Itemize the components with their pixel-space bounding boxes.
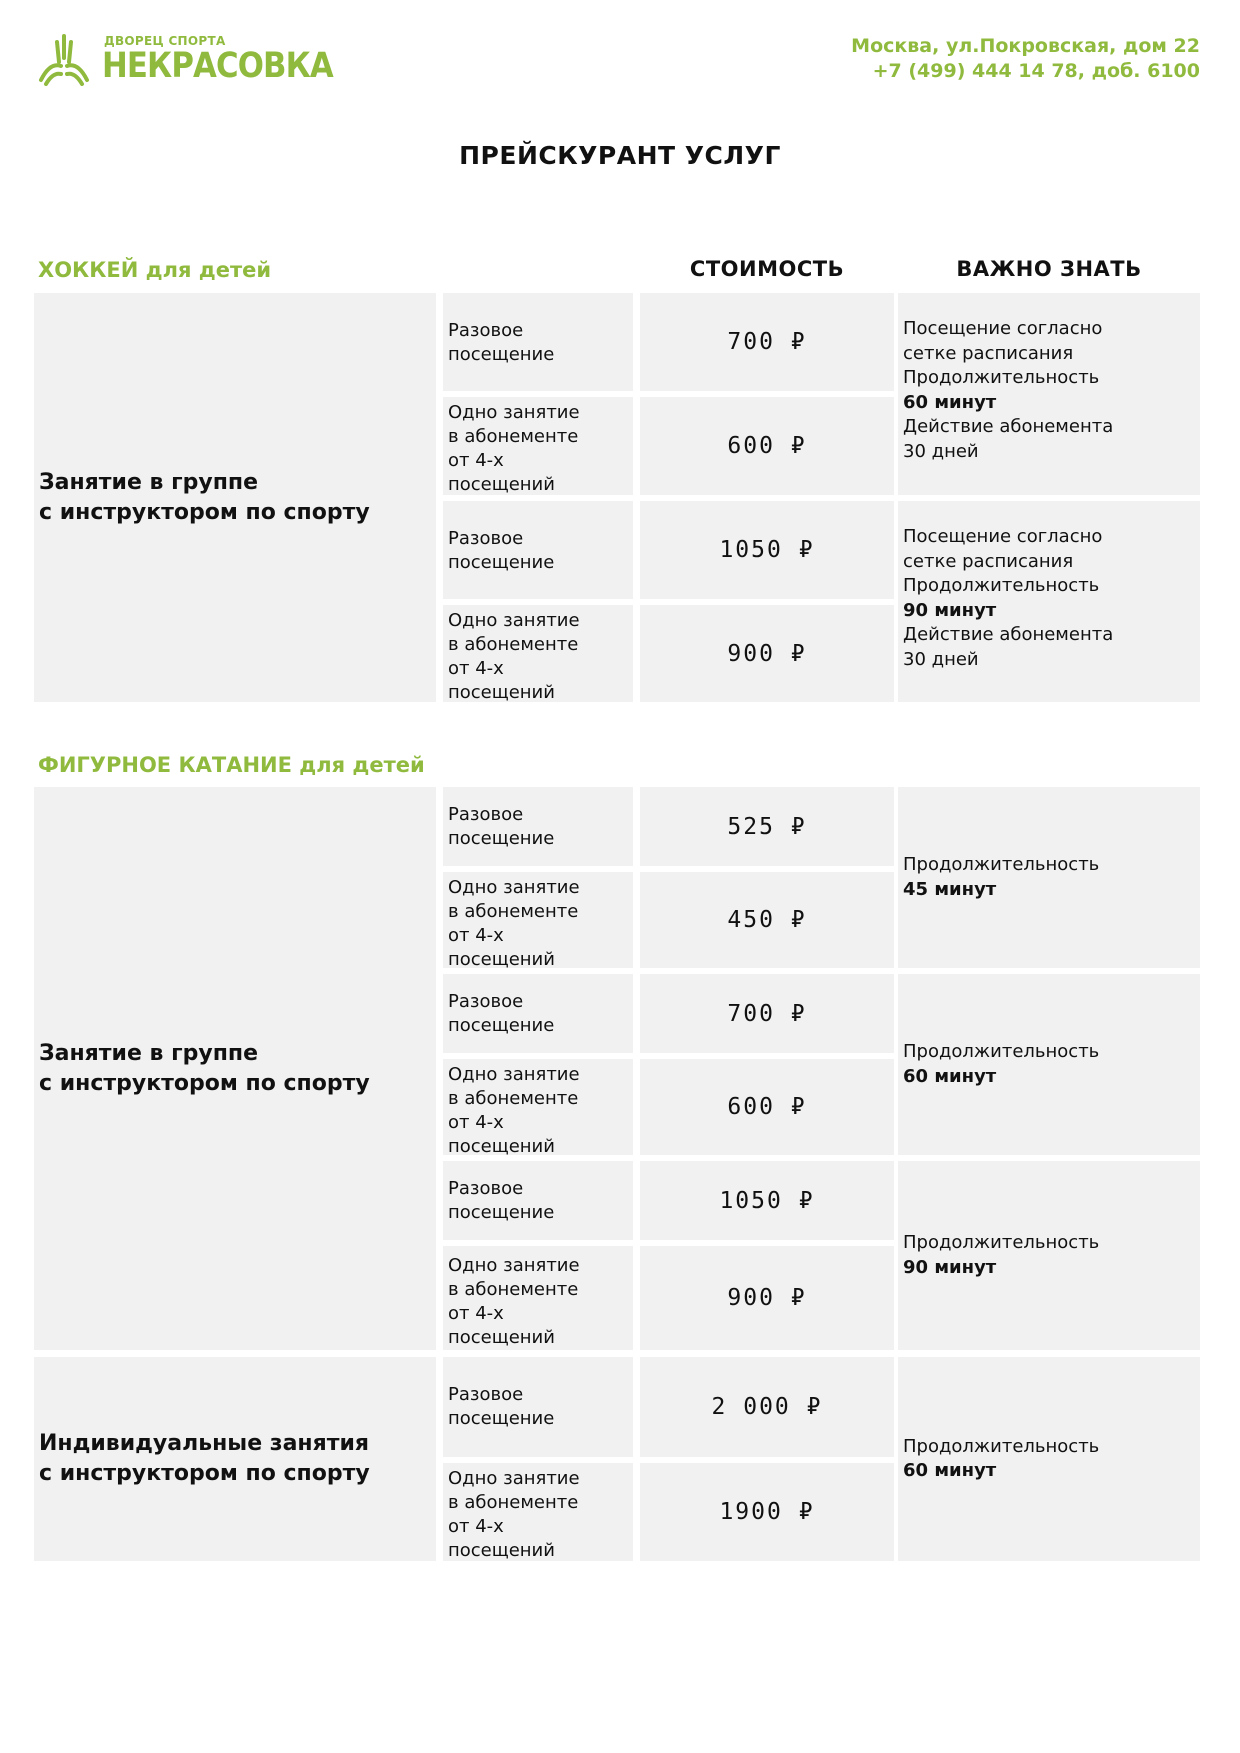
- option-label: Разовое: [448, 320, 524, 341]
- option-subscription: [443, 605, 633, 702]
- option-label: посещение: [448, 828, 555, 849]
- option-label: посещений: [448, 949, 555, 970]
- option-label: от 4-х: [448, 925, 504, 946]
- option-subscription: [443, 872, 633, 968]
- option-label: посещение: [448, 1408, 555, 1429]
- option-label: Разовое: [448, 1178, 524, 1199]
- info-text: Продолжительность: [903, 575, 1100, 596]
- option-subscription: [443, 397, 633, 495]
- info-cell: [898, 974, 1200, 1155]
- price-cell: 900 ₽: [640, 605, 894, 702]
- option-single: [443, 974, 633, 1053]
- option-subscription: [443, 1463, 633, 1561]
- option-label: посещение: [448, 344, 555, 365]
- info-text: Действие абонемента: [903, 416, 1114, 437]
- option-label: посещение: [448, 552, 555, 573]
- info-text: Продолжительность: [903, 854, 1100, 875]
- option-label: Одно занятие: [448, 1255, 580, 1276]
- info-text: 30 дней: [903, 648, 979, 670]
- option-label: от 4-х: [448, 450, 504, 471]
- option-label: Разовое: [448, 1384, 524, 1405]
- option-label: посещений: [448, 1540, 555, 1561]
- logo-subtitle: ДВОРЕЦ СПОРТА: [104, 34, 226, 48]
- duration-text: 60 минут: [903, 391, 997, 413]
- hockey-group-cell: [34, 293, 436, 702]
- option-label: Разовое: [448, 528, 524, 549]
- option-label: от 4-х: [448, 1303, 504, 1324]
- duration-text: 60 минут: [903, 1065, 997, 1087]
- option-subscription: [443, 1059, 633, 1155]
- duration-text: 45 минут: [903, 878, 997, 900]
- price-cell: 700 ₽: [640, 293, 894, 391]
- option-single: [443, 787, 633, 866]
- page-title: ПРЕЙСКУРАНТ УСЛУГ: [459, 141, 781, 170]
- info-text: сетке расписания: [903, 342, 1074, 364]
- option-label: Одно занятие: [448, 610, 580, 631]
- option-label: Одно занятие: [448, 1064, 580, 1085]
- info-text: Продолжительность: [903, 1041, 1100, 1062]
- option-label: в абонементе: [448, 1088, 579, 1109]
- info-text: Продолжительность: [903, 1232, 1100, 1253]
- group-title-line2: с инструктором по спорту: [39, 499, 370, 525]
- option-single: [443, 1357, 633, 1457]
- option-label: посещение: [448, 1015, 555, 1036]
- price-cell: 900 ₽: [640, 1246, 894, 1350]
- option-label: в абонементе: [448, 1492, 579, 1513]
- info-text: Продолжительность: [903, 367, 1100, 388]
- option-label: посещений: [448, 1136, 555, 1157]
- option-label: в абонементе: [448, 901, 579, 922]
- info-text: 30 дней: [903, 440, 979, 462]
- option-label: посещений: [448, 474, 555, 495]
- figure-group-cell: [34, 787, 436, 1350]
- option-label: от 4-х: [448, 658, 504, 679]
- option-label: Одно занятие: [448, 877, 580, 898]
- logo-mark-icon: [38, 32, 90, 86]
- option-label: посещений: [448, 682, 555, 703]
- individual-group-cell: [34, 1357, 436, 1561]
- option-single: [443, 501, 633, 599]
- duration-text: 90 минут: [903, 599, 997, 621]
- option-label: посещение: [448, 1202, 555, 1223]
- info-cell: [898, 501, 1200, 702]
- option-subscription: [443, 1246, 633, 1350]
- duration-text: 90 минут: [903, 1256, 997, 1278]
- option-label: в абонементе: [448, 426, 579, 447]
- info-text: сетке расписания: [903, 550, 1074, 572]
- address: Москва, ул.Покровская, дом 22: [851, 35, 1200, 57]
- option-label: Одно занятие: [448, 402, 580, 423]
- option-label: Одно занятие: [448, 1468, 580, 1489]
- info-text: Посещение согласно: [903, 318, 1103, 339]
- info-text: Действие абонемента: [903, 624, 1114, 645]
- option-single: [443, 293, 633, 391]
- section-title-figure-skating: ФИГУРНОЕ КАТАНИЕ для детей: [38, 753, 425, 777]
- duration-text: 60 минут: [903, 1460, 997, 1481]
- group-title-line1: Занятие в группе: [39, 1040, 259, 1066]
- option-label: Разовое: [448, 804, 524, 825]
- info-text: Посещение согласно: [903, 526, 1103, 547]
- group-title-line2: с инструктором по спорту: [39, 1461, 370, 1486]
- option-label: в абонементе: [448, 1279, 579, 1300]
- contact-info: [780, 34, 1200, 84]
- price-cell: 700 ₽: [640, 974, 894, 1053]
- column-header-info: ВАЖНО ЗНАТЬ: [956, 257, 1142, 281]
- info-cell: [898, 787, 1200, 968]
- price-cell: 1050 ₽: [640, 1161, 894, 1240]
- info-cell: [898, 293, 1200, 495]
- group-title-line2: с инструктором по спорту: [39, 1070, 370, 1096]
- price-cell: 450 ₽: [640, 872, 894, 968]
- logo-title: НЕКРАСОВКА: [102, 46, 333, 86]
- phone: +7 (499) 444 14 78, доб. 6100: [872, 60, 1200, 82]
- info-cell: [898, 1161, 1200, 1350]
- option-label: от 4-х: [448, 1516, 504, 1537]
- option-label: Разовое: [448, 991, 524, 1012]
- option-label: от 4-х: [448, 1112, 504, 1133]
- section-title-hockey: ХОККЕЙ для детей: [38, 258, 272, 282]
- option-label: посещений: [448, 1327, 555, 1348]
- price-cell: 525 ₽: [640, 787, 894, 866]
- option-single: [443, 1161, 633, 1240]
- logo: [38, 32, 333, 92]
- price-cell: 600 ₽: [640, 1059, 894, 1155]
- price-cell: 1050 ₽: [640, 501, 894, 599]
- price-cell: 1900 ₽: [640, 1463, 894, 1561]
- info-text: Продолжительность: [903, 1435, 1100, 1457]
- group-title-line1: Занятие в группе: [39, 469, 259, 495]
- column-header-price: СТОИМОСТЬ: [689, 257, 845, 281]
- price-cell: 600 ₽: [640, 397, 894, 495]
- price-cell: 2 000 ₽: [640, 1357, 894, 1457]
- option-label: в абонементе: [448, 634, 579, 655]
- group-title-line1: Индивидуальные занятия: [39, 1431, 370, 1456]
- info-cell: [898, 1357, 1200, 1561]
